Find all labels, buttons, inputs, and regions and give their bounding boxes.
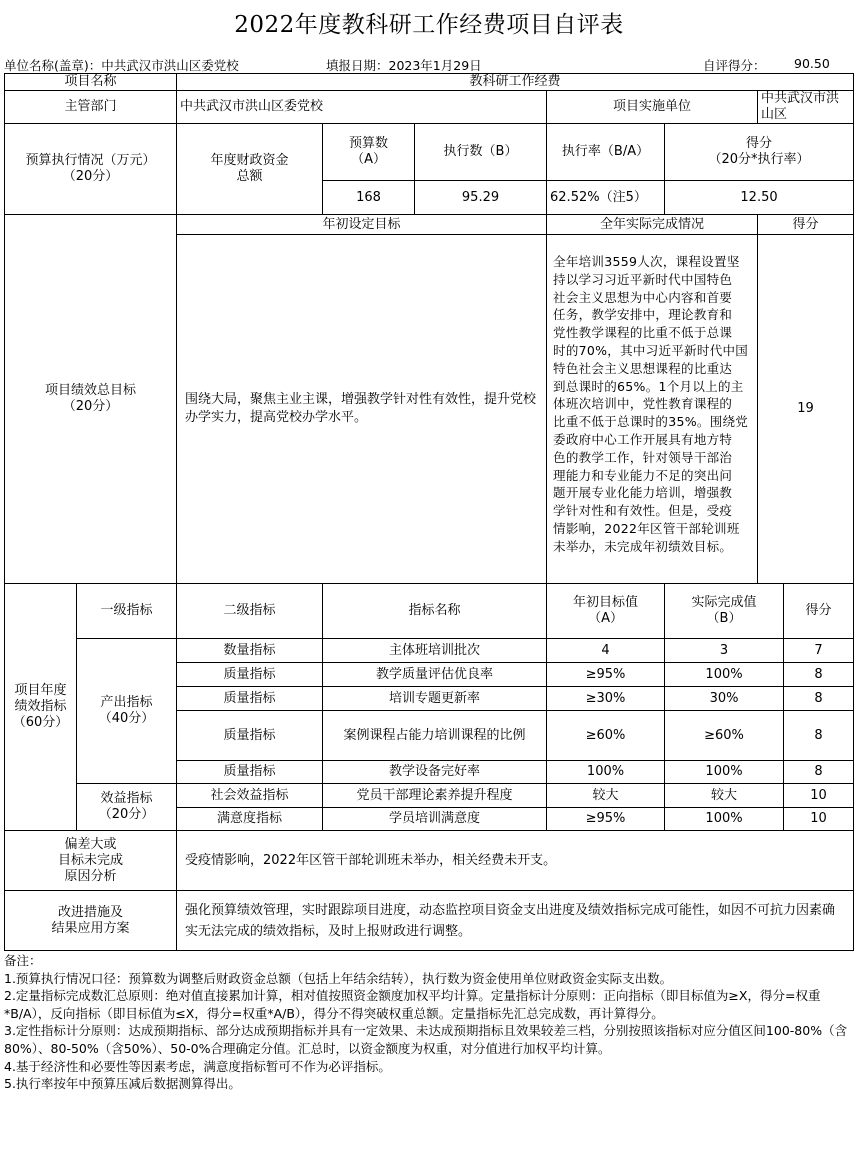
budget-header-row: [5, 124, 854, 181]
goal-weight: （20分）: [62, 399, 119, 414]
page-title: 2022年度教科研工作经费项目自评表: [234, 12, 624, 38]
actual-line: 全年培训3559人次，课程设置坚: [553, 254, 740, 269]
exec-col-header: 执行数（B）: [415, 124, 547, 181]
target-cell: ≥95%: [547, 808, 665, 831]
deviation-label: [5, 831, 177, 891]
goal-title: 项目绩效总目标: [45, 383, 137, 398]
fill-date: 填报日期：2023年1月29日: [326, 58, 482, 73]
actual-header-line1: 实际完成值: [691, 595, 757, 610]
level1-header: 一级指标: [77, 584, 177, 639]
note-item: 4.基于经济性和必要性等因素考虑，满意度指标暂可不作为必评指标。: [4, 1058, 391, 1074]
level2-cell: 满意度指标: [177, 808, 323, 831]
budget-col-line1: 预算数: [349, 136, 389, 151]
indicator-score-header: 得分: [784, 584, 854, 639]
score-col-line2: （20分*执行率）: [708, 152, 810, 167]
budget-col-header: [323, 124, 415, 181]
actual-line: 题开展专业化能力培训，增强教: [553, 485, 733, 501]
table-row: [5, 639, 854, 663]
goal-actual-header: 全年实际完成情况: [547, 215, 758, 235]
target-header-line2: （A）: [588, 611, 623, 626]
budget-exec-title: 预算执行情况（万元）: [25, 153, 156, 168]
exec-value: 95.29: [415, 181, 547, 215]
deviation-label-line3: 原因分析: [64, 868, 117, 884]
actual-line: 时的70%，其中习近平新时代中国: [553, 342, 749, 358]
actual-line: 社会主义思想为中心内容和首要: [553, 289, 733, 305]
rate-value: 62.52%（注5）: [547, 181, 665, 215]
indicator-label-line2: 绩效指标: [14, 699, 67, 714]
deviation-row: [5, 831, 854, 891]
actual-cell: 100%: [665, 808, 784, 831]
level2-header: 二级指标: [177, 584, 323, 639]
indicator-header-row: [5, 584, 854, 639]
indicator-name-cell: 主体班培训批次: [323, 639, 547, 663]
score-col-line1: 得分: [746, 136, 773, 151]
improvement-label-line1: 改进措施及: [58, 904, 124, 920]
deviation-text: 受疫情影响，2022年区管干部轮训班未举办，相关经费未开支。: [177, 831, 854, 891]
rate-col-header: 执行率（B/A）: [547, 124, 665, 181]
target-cell: 4: [547, 639, 665, 663]
level2-cell: 质量指标: [177, 687, 323, 711]
target-header-line1: 年初目标值: [573, 595, 639, 610]
score-cell: 8: [784, 711, 854, 761]
actual-header-line2: （B）: [706, 611, 742, 626]
actual-cell: 100%: [665, 663, 784, 687]
budget-col-line2: （A）: [351, 152, 386, 167]
indicator-name-header: 指标名称: [323, 584, 547, 639]
improvement-row: [5, 891, 854, 951]
target-cell: 100%: [547, 761, 665, 784]
actual-line: 体班次培训中，党性教育课程的: [553, 396, 733, 412]
department-row: [5, 91, 854, 124]
budget-exec-weight: （20分）: [62, 169, 119, 184]
improvement-label-line2: 结果应用方案: [51, 920, 130, 936]
evaluation-table: [4, 73, 854, 951]
project-name-value: 教科研工作经费: [177, 74, 854, 91]
goal-header-row: [5, 215, 854, 235]
indicator-name-cell: 学员培训满意度: [323, 808, 547, 831]
note-item: 2.定量指标完成数汇总原则：绝对值直接累加计算，相对值按照资金额度加权平均计算。定量指标计分原则：正向指标（即目标值为≥X，得分=权重*B/A），反向指标（即目标值为≤X，得分=权重*A/B），得分不得突破权重总额。定量指标先汇总完成数，再计算得分。: [4, 988, 821, 1021]
actual-line: 特色社会主义思想课程的比重达: [553, 360, 733, 376]
self-score-value: 90.50: [794, 56, 830, 71]
score-cell: 8: [784, 663, 854, 687]
deviation-label-line1: 偏差大或: [64, 836, 117, 852]
indicator-name-cell: 案例课程占能力培训课程的比例: [323, 711, 547, 761]
annual-fund-line2: 总额: [236, 169, 263, 184]
actual-line: 任务，教学安排中，理论教育和: [553, 307, 733, 323]
actual-line: 理能力和专业能力不足的突出问: [553, 467, 733, 483]
indicator-name-cell: 教学设备完好率: [323, 761, 547, 784]
goal-initial-text: 围绕大局，聚焦主业主课，增强教学针对性有效性，提升党校办学实力，提高党校办学水平。: [177, 235, 547, 584]
goal-score-value: 19: [758, 235, 854, 584]
score-cell: 8: [784, 761, 854, 784]
actual-line: 委政府中心工作开展具有地方特: [553, 431, 733, 447]
level2-cell: 社会效益指标: [177, 784, 323, 808]
level2-cell: 质量指标: [177, 761, 323, 784]
indicator-name-cell: 教学质量评估优良率: [323, 663, 547, 687]
goal-score-header: 得分: [758, 215, 854, 235]
unit-name: 单位名称(盖章)：中共武汉市洪山区委党校: [4, 58, 239, 73]
project-name-label: 项目名称: [5, 74, 177, 91]
actual-line: 党性教学课程的比重不低于总课: [553, 325, 733, 341]
score-cell: 7: [784, 639, 854, 663]
note-item: 5.执行率按年中预算压减后数据测算得出。: [4, 1076, 241, 1092]
score-cell: 8: [784, 687, 854, 711]
impl-unit-value: 中共武汉市洪山区: [758, 91, 854, 124]
benefit-indicator-weight: （20分）: [98, 807, 155, 822]
budget-exec-label: [5, 124, 177, 215]
goal-label: [5, 215, 177, 584]
actual-cell: 3: [665, 639, 784, 663]
actual-line: 到总课时的65%。1个月以上的主: [553, 378, 744, 394]
annual-fund-line1: 年度财政资金: [210, 153, 289, 168]
score-cell: 10: [784, 808, 854, 831]
level2-cell: 质量指标: [177, 711, 323, 761]
target-cell: 较大: [547, 784, 665, 808]
actual-line: 持以学习习近平新时代中国特色: [553, 271, 733, 287]
notes-section: [4, 952, 850, 1093]
indicator-name-cell: 培训专题更新率: [323, 687, 547, 711]
project-name-row: [5, 74, 854, 91]
dept-value: 中共武汉市洪山区委党校: [177, 91, 547, 124]
actual-line: 未举办，未完成年初绩效目标。: [553, 538, 733, 554]
output-indicator-label: [77, 639, 177, 784]
improvement-text: 强化预算绩效管理，实时跟踪项目进度，动态监控项目资金支出进度及绩效指标完成可能性，如因不可抗力因素确实无法完成的绩效指标，及时上报财政进行调整。: [177, 891, 854, 951]
goal-actual-text: [547, 235, 758, 584]
level2-cell: 质量指标: [177, 663, 323, 687]
actual-cell: 30%: [665, 687, 784, 711]
note-item: 3.定性指标计分原则：达成预期指标、部分达成预期指标并具有一定效果、未达成预期指标且效果较差三档，分别按照该指标对应分值区间100-80%（含80%）、80-50%（含50%）、50-0%合理确定分值。汇总时，以资金额度为权重，对分值进行加权平均计算。: [4, 1023, 848, 1056]
actual-line: 学针对性和有效性。但是，受疫: [553, 503, 733, 519]
score-col-header: [665, 124, 854, 181]
annual-fund-label: [177, 124, 323, 215]
notes-title: 备注：: [4, 953, 42, 968]
indicator-name-cell: 党员干部理论素养提升程度: [323, 784, 547, 808]
benefit-indicator-label: [77, 784, 177, 831]
target-header: [547, 584, 665, 639]
benefit-indicator-title: 效益指标: [100, 791, 153, 806]
actual-cell: 较大: [665, 784, 784, 808]
level2-cell: 数量指标: [177, 639, 323, 663]
dept-label: 主管部门: [5, 91, 177, 124]
impl-unit-label: 项目实施单位: [547, 91, 758, 124]
score-cell: 10: [784, 784, 854, 808]
indicator-label: [5, 584, 77, 831]
budget-value: 168: [323, 181, 415, 215]
actual-line: 色的教学工作，针对领导干部治: [553, 449, 733, 465]
actual-line: 比重不低于总课时的35%。围绕党: [553, 414, 749, 430]
actual-cell: ≥60%: [665, 711, 784, 761]
target-cell: ≥30%: [547, 687, 665, 711]
actual-cell: 100%: [665, 761, 784, 784]
budget-score-value: 12.50: [665, 181, 854, 215]
output-indicator-weight: （40分）: [98, 711, 155, 726]
self-score-label: 自评得分：: [703, 58, 766, 73]
indicator-label-line3: （60分）: [12, 715, 69, 730]
improvement-label: [5, 891, 177, 951]
deviation-label-line2: 目标未完成: [58, 852, 124, 868]
actual-line: 情影响，2022年区管干部轮训班: [553, 520, 740, 536]
target-cell: ≥60%: [547, 711, 665, 761]
note-item: 1.预算执行情况口径：预算数为调整后财政资金总额（包括上年结余结转），执行数为资金使用单位财政资金实际支出数。: [4, 970, 673, 986]
target-cell: ≥95%: [547, 663, 665, 687]
actual-header: [665, 584, 784, 639]
goal-initial-header: 年初设定目标: [177, 215, 547, 235]
indicator-label-line1: 项目年度: [14, 683, 67, 698]
output-indicator-title: 产出指标: [100, 695, 153, 710]
table-row: [5, 784, 854, 808]
